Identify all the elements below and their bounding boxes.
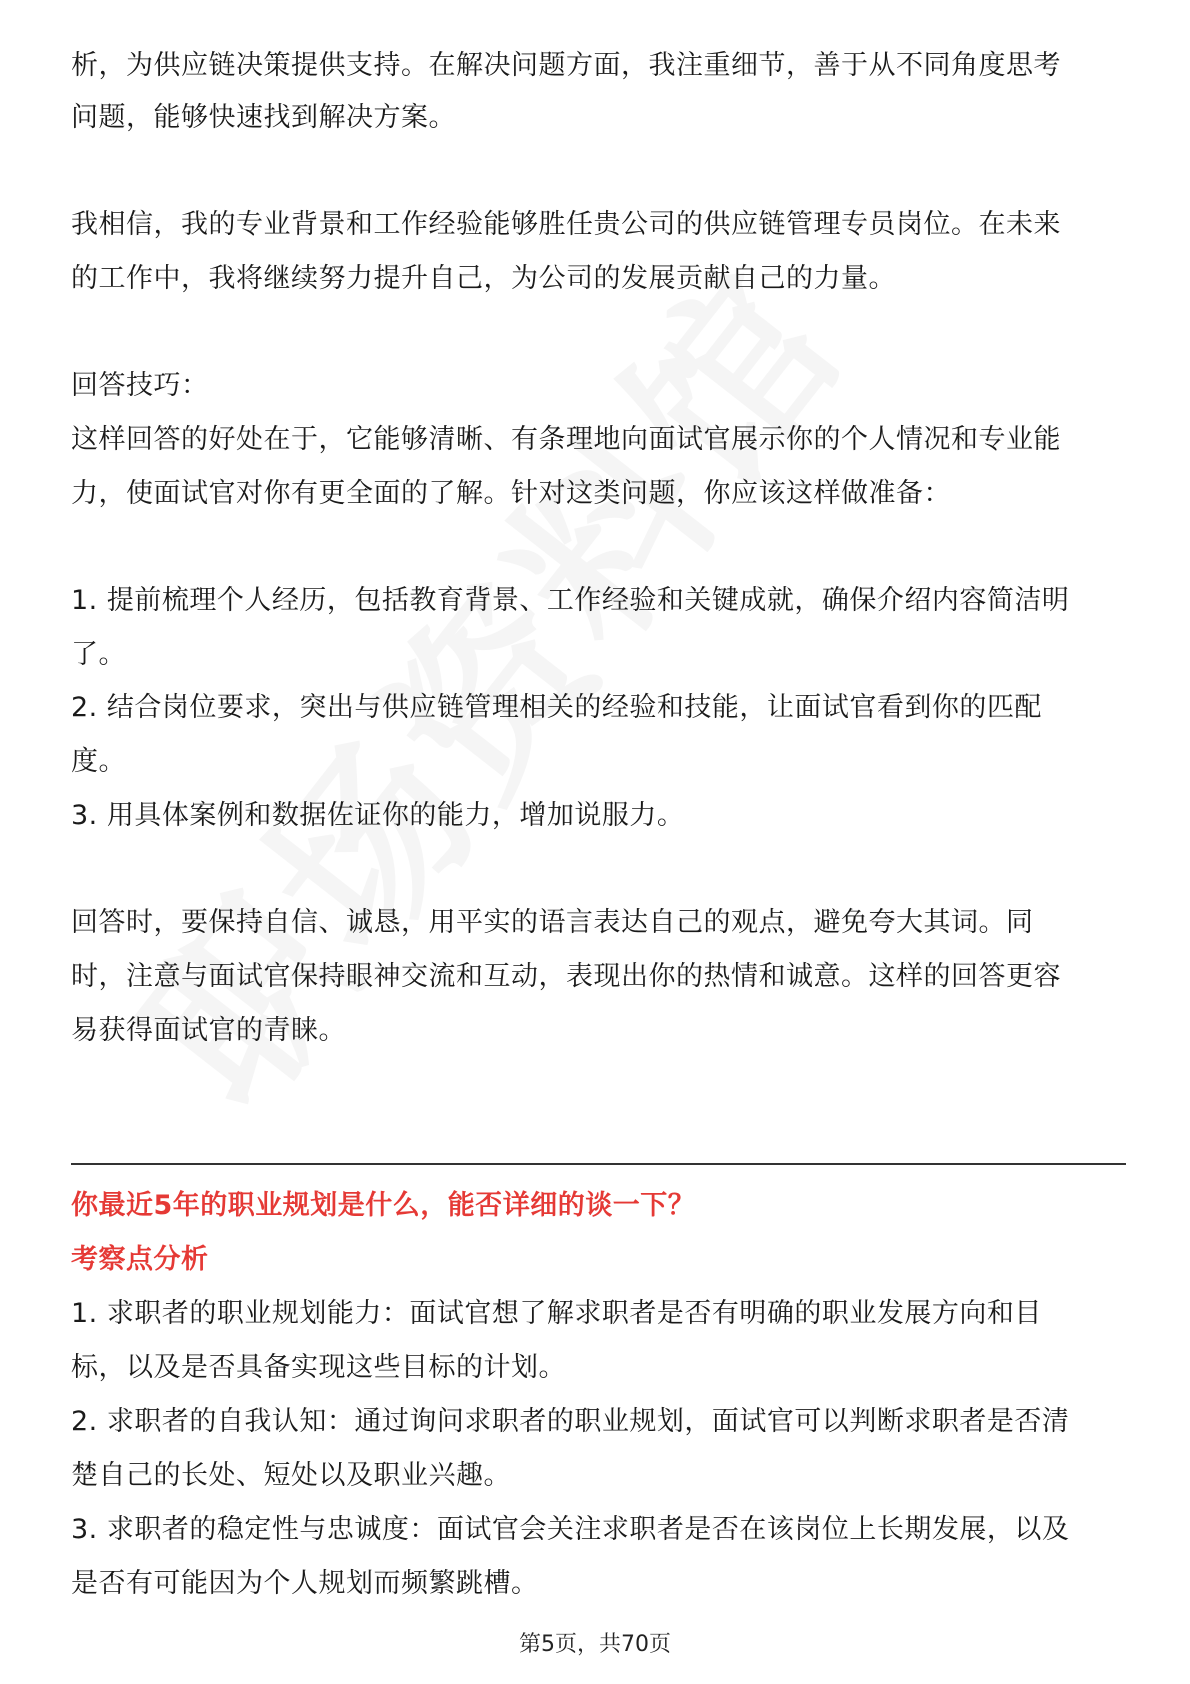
list-item: 3. 用具体案例和数据佐证你的能力，增加说服力。: [71, 800, 685, 831]
watermark: [72, 210, 890, 1150]
page-number: 第5页，共70页: [519, 1632, 671, 1657]
body-line: 时，注意与面试官保持眼神交流和互动，表现出你的热情和诚意。这样的回答更容: [71, 961, 1061, 992]
analysis-heading: 考察点分析: [71, 1244, 209, 1275]
list-item: 标，以及是否具备实现这些目标的计划。: [71, 1352, 566, 1383]
body-line: 我相信，我的专业背景和工作经验能够胜任贵公司的供应链管理专员岗位。在未来: [71, 209, 1061, 240]
body-line: 问题，能够快速找到解决方案。: [71, 102, 456, 133]
list-item: 3. 求职者的稳定性与忠诚度：面试官会关注求职者是否在该岗位上长期发展，以及: [71, 1514, 1070, 1545]
question-title: 你最近5年的职业规划是什么，能否详细的谈一下？: [71, 1190, 696, 1221]
body-line: 的工作中，我将继续努力提升自己，为公司的发展贡献自己的力量。: [71, 263, 896, 294]
body-line: 力，使面试官对你有更全面的了解。针对这类问题，你应该这样做准备：: [71, 478, 951, 509]
section-divider: [71, 1163, 1126, 1165]
list-item: 2. 结合岗位要求，突出与供应链管理相关的经验和技能，让面试官看到你的匹配: [71, 692, 1042, 723]
body-line: 这样回答的好处在于，它能够清晰、有条理地向面试官展示你的个人情况和专业能: [71, 424, 1061, 455]
body-line: 析，为供应链决策提供支持。在解决问题方面，我注重细节，善于从不同角度思考: [71, 50, 1061, 81]
list-item: 度。: [71, 746, 126, 777]
body-line: 回答时，要保持自信、诚恳，用平实的语言表达自己的观点，避免夸大其词。同: [71, 907, 1034, 938]
list-item: 了。: [71, 639, 126, 670]
list-item: 1. 求职者的职业规划能力：面试官想了解求职者是否有明确的职业发展方向和目: [71, 1298, 1042, 1329]
list-item: 楚自己的长处、短处以及职业兴趣。: [71, 1460, 511, 1491]
body-line: 易获得面试官的青睐。: [71, 1015, 346, 1046]
list-item: 2. 求职者的自我认知：通过询问求职者的职业规划，面试官可以判断求职者是否清: [71, 1406, 1070, 1437]
tips-heading: 回答技巧：: [71, 370, 209, 401]
list-item: 1. 提前梳理个人经历，包括教育背景、工作经验和关键成就，确保介绍内容简洁明: [71, 585, 1070, 616]
list-item: 是否有可能因为个人规划而频繁跳槽。: [71, 1568, 539, 1599]
